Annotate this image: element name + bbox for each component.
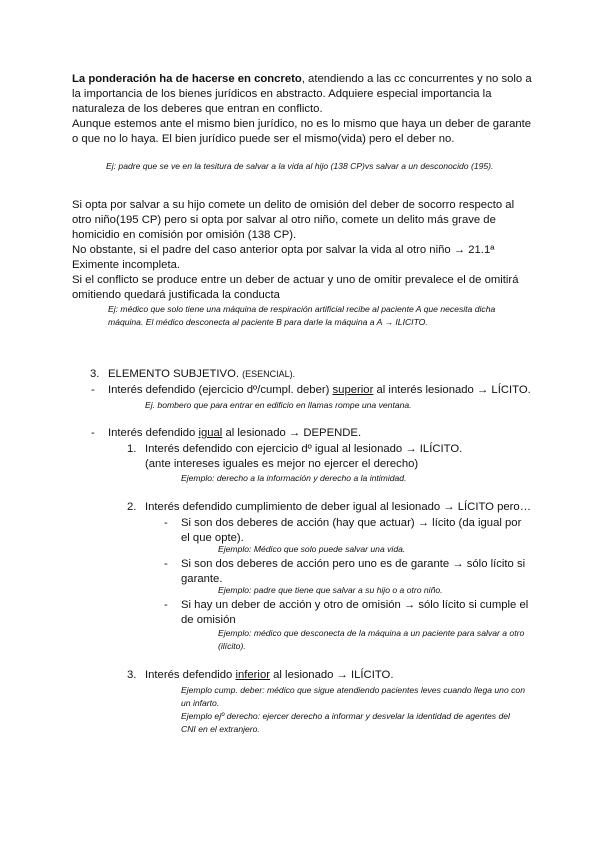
sub2-item-omision: Si hay un deber de acción y otro de omisión → sólo lícito si cumple el de omisión: [181, 599, 529, 626]
intro-paragraph: [72, 72, 532, 117]
section-title-note: (ESENCIAL).: [242, 369, 296, 379]
underlined-inferior: inferior: [235, 669, 270, 681]
sub3-post: al lesionado → ILÍCITO.: [269, 669, 394, 681]
bullet-marker: -: [91, 384, 95, 396]
sub-bullet-marker: -: [164, 517, 168, 529]
bullet-marker: -: [91, 427, 95, 439]
sub-bullet-marker: -: [164, 599, 168, 611]
sub3-text: [145, 668, 393, 683]
section-title-text: ELEMENTO SUBJETIVO.: [108, 368, 243, 380]
sub-bullet-marker: -: [164, 558, 168, 570]
example-salvar-vida: Ejemplo: Médico que solo puede salvar una vida.: [218, 544, 406, 554]
sub-number: 3.: [127, 669, 137, 681]
intro-bold-lead: La ponderación ha de hacerse en concreto: [72, 73, 302, 85]
example-medico-maquina: Ej: médico que solo tiene una máquina de respiración artificial recibe al paciente A que necesita dicha máquina. El médico desconecta al paciente B para darle la máquina a A → ILICITO.: [108, 304, 496, 327]
section-number: 3.: [90, 368, 100, 380]
bullet-igual-pre: Interés defendido: [108, 427, 199, 439]
sub3-pre: Interés defendido: [145, 669, 236, 681]
example-infarto: Ejemplo cump. deber: médico que sigue atendiendo pacientes leves cuando llega uno con un infarto.: [181, 685, 525, 708]
sub-number: 1.: [127, 443, 137, 455]
example-informacion: Ejemplo: derecho a la información y derecho a la intimidad.: [181, 473, 407, 483]
example-cni: Ejemplo ejº derecho: ejercer derecho a informar y desvelar la identidad de agentes del CNI en el extranjero.: [181, 711, 510, 734]
example-padre-hijo: Ejemplo: padre que tiene que salvar a su hijo o a otro niño.: [218, 585, 443, 595]
bullet-superior-pre: Interés defendido (ejercicio dº/cumpl. deber): [108, 384, 333, 396]
section-title: [108, 367, 295, 382]
example-bombero: Ej. bombero que para entrar en edificio en llamas rompe una ventana.: [145, 400, 412, 410]
example-desconecta: Ejemplo: médico que desconecta de la máquina a un paciente para salvar a otro (ilícito).: [218, 628, 525, 651]
sub-number: 2.: [127, 501, 137, 513]
intro-paragraph-2: Aunque estemos ante el mismo bien jurídico, no es lo mismo que haya un deber de garante o que no lo haya. El bien jurídico puede ser el mismo(vida) pero el deber no.: [72, 118, 532, 145]
bullet-superior: [108, 383, 531, 398]
paragraph-omision: Si opta por salvar a su hijo comete un delito de omisión del deber de socorro respecto al otro niño(195 CP) pero si opta por salvar al otro niño, comete un delito más grave de homicidio en comisión por omisión (138 CP).: [72, 199, 515, 241]
sub1-text-2: (ante intereses iguales es mejor no ejercer el derecho): [145, 458, 419, 470]
sub1-text: Interés defendido con ejercicio dº igual al lesionado → ILÍCITO.: [145, 443, 463, 455]
underlined-superior: superior: [332, 384, 374, 396]
sub2-item-garante: Si son dos deberes de acción pero uno es de garante → sólo lícito si garante.: [181, 558, 526, 585]
paragraph-eximente: No obstante, si el padre del caso anterior opta por salvar la vida al otro niño → 21.1ª Eximente incompleta.: [72, 244, 495, 271]
sub2-text: Interés defendido cumplimiento de deber igual al lesionado → LÍCITO pero…: [145, 501, 531, 513]
intro-text: , atendiendo a las cc concurrentes y no solo a la importancia de los bienes jurídicos en abstracto. Adquiere especial importancia la naturaleza de los deberes que entran en conflicto.: [72, 73, 532, 115]
underlined-igual: igual: [198, 427, 223, 439]
bullet-superior-post: al interés lesionado → LÍCITO.: [373, 384, 531, 396]
sub2-item-accion: Si son dos deberes de acción (hay que actuar) → lícito (da igual por el que opte).: [181, 517, 522, 544]
example-padre: Ej: padre que se ve en la tesitura de salvar a la vida al hijo (138 CP)vs salvar a un desconocido (195).: [106, 161, 494, 171]
bullet-igual: [108, 426, 361, 441]
paragraph-conflicto: Si el conflicto se produce entre un deber de actuar y uno de omitir prevalece el de omitirá omitiendo quedará justificada la conducta: [72, 274, 519, 301]
bullet-igual-post: al lesionado → DEPENDE.: [222, 427, 362, 439]
